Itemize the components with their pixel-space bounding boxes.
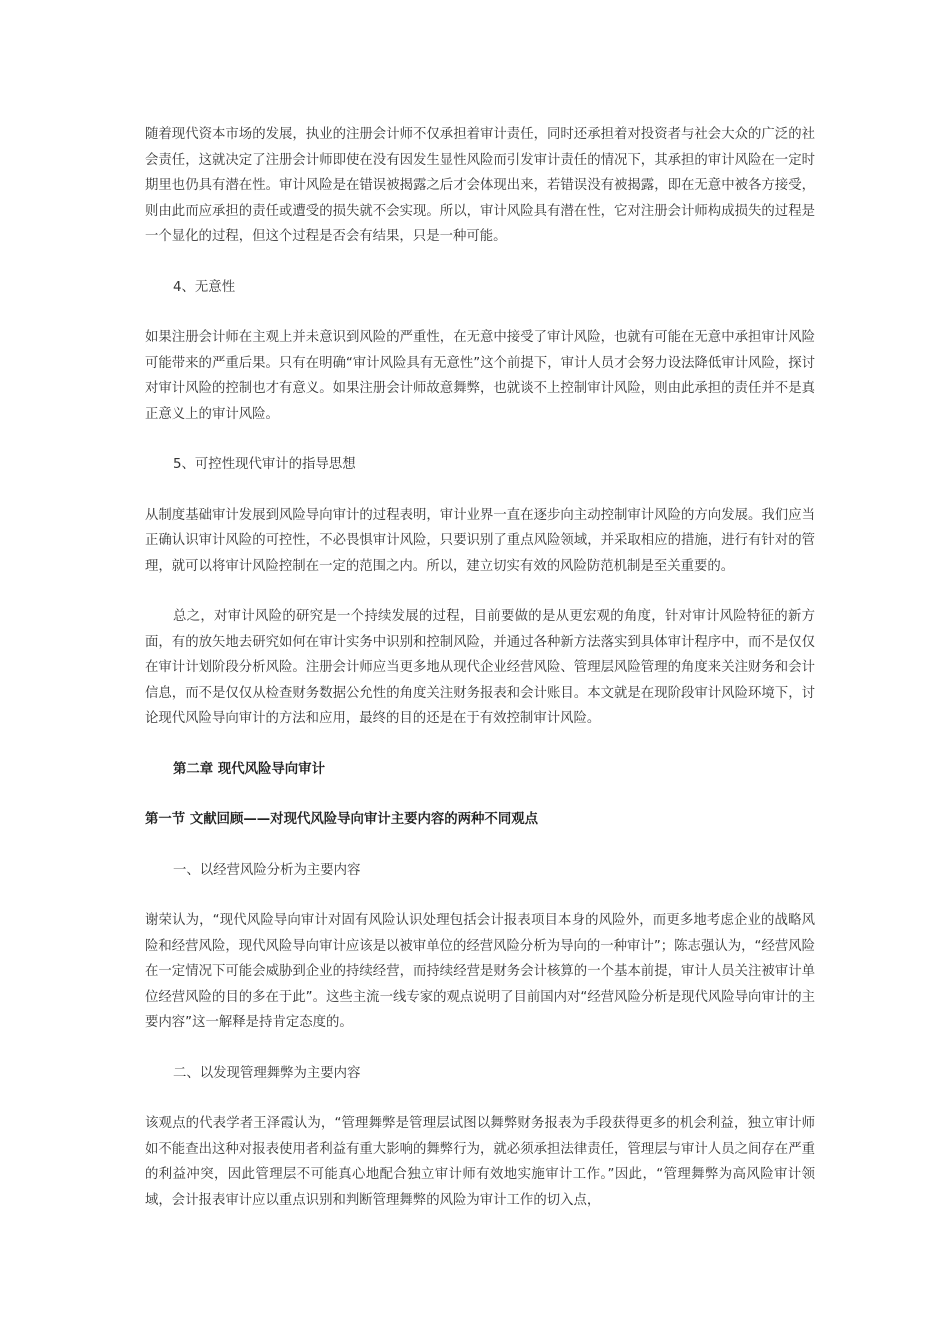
paragraph-management-fraud: 该观点的代表学者王泽霞认为，“管理舞弊是管理层试图以舞弊财务报表为手段获得更多的机会利益，独立审计师如不能查出这种对报表使用者利益有重大影响的舞弊行为，就必须承担法律责任，管理层与审计人员之间存在严重的利益冲突，因此管理层不可能真心地配合独立审计师有效地实施审计工作。”因此，“管理舞弊为高风险审计领域，会计报表审计应以重点识别和判断管理舞弊的风险为审计工作的切入点，	[145, 1116, 815, 1208]
paragraph-business-risk: 谢荣认为，“现代风险导向审计对固有风险认识处理包括会计报表项目本身的风险外，而更多地考虑企业的战略风险和经营风险，现代风险导向审计应该是以被审单位的经营风险分析为导向的一种审计”；陈志强认为，“经营风险在一定情况下可能会威胁到企业的持续经营，而持续经营是财务会计核算的一个基本前提，审计人员关注被审计单位经营风险的目的多在于此”。这些主流一线专家的观点说明了目前国内对“经营风险分析是现代风险导向审计的主要内容”这一解释是持肯定态度的。	[145, 913, 816, 1030]
paragraph-summary: 总之，对审计风险的研究是一个持续发展的过程，目前要做的是从更宏观的角度，针对审计风险特征的新方面，有的放矢地去研究如何在审计实务中识别和控制风险，并通过各种新方法落实到具体审计程序中，而不是仅仅在审计计划阶段分析风险。注册会计师应当更多地从现代企业经营风险、管理层风险管理的角度来关注财务和会计信息，而不是仅仅从检查财务数据公允性的角度关注财务报表和会计账目。本文就是在现阶段审计风险环境下，讨论现代风险导向审计的方法和应用，最终的目的还是在于有效控制审计风险。	[145, 609, 815, 726]
subheading-business-risk: 一、以经营风险分析为主要内容	[173, 862, 361, 878]
chapter-title: 第二章 现代风险导向审计	[173, 761, 325, 777]
paragraph-unintentional: 如果注册会计师在主观上并未意识到风险的严重性，在无意中接受了审计风险，也就有可能在无意中承担审计风险可能带来的严重后果。只有在明确“审计风险具有无意性”这个前提下，审计人员才会努力设法降低审计风险，探讨对审计风险的控制也才有意义。如果注册会计师故意舞弊，也就谈不上控制审计风险，则由此承担的责任并不是真正意义上的审计风险。	[145, 330, 816, 422]
heading-unintentional: 4、无意性	[173, 279, 236, 295]
heading-controllable: 5、可控性现代审计的指导思想	[173, 457, 356, 472]
subheading-management-fraud: 二、以发现管理舞弊为主要内容	[173, 1065, 361, 1081]
section-title: 第一节 文献回顾——对现代风险导向审计主要内容的两种不同观点	[145, 812, 538, 827]
paragraph-controllable: 从制度基础审计发展到风险导向审计的过程表明，审计业界一直在逐步向主动控制审计风险的方向发展。我们应当正确认识审计风险的可控性，不必畏惧审计风险，只要识别了重点风险领域，并采取相应的措施，进行有针对的管理，就可以将审计风险控制在一定的范围之内。所以，建立切实有效的风险防范机制是至关重要的。	[145, 507, 815, 574]
paragraph-latency: 随着现代资本市场的发展，执业的注册会计师不仅承担着审计责任，同时还承担着对投资者与社会大众的广泛的社会责任，这就决定了注册会计师即使在没有因发生显性风险而引发审计责任的情况下，其承担的审计风险在一定时期里也仍具有潜在性。审计风险是在错误被揭露之后才会体现出来，若错误没有被揭露，即在无意中被各方接受，则由此而应承担的责任或遭受的损失就不会实现。所以，审计风险具有潜在性，它对注册会计师构成损失的过程是一个显化的过程，但这个过程是否会有结果，只是一种可能。	[145, 127, 815, 244]
document-body	[145, 122, 815, 1213]
